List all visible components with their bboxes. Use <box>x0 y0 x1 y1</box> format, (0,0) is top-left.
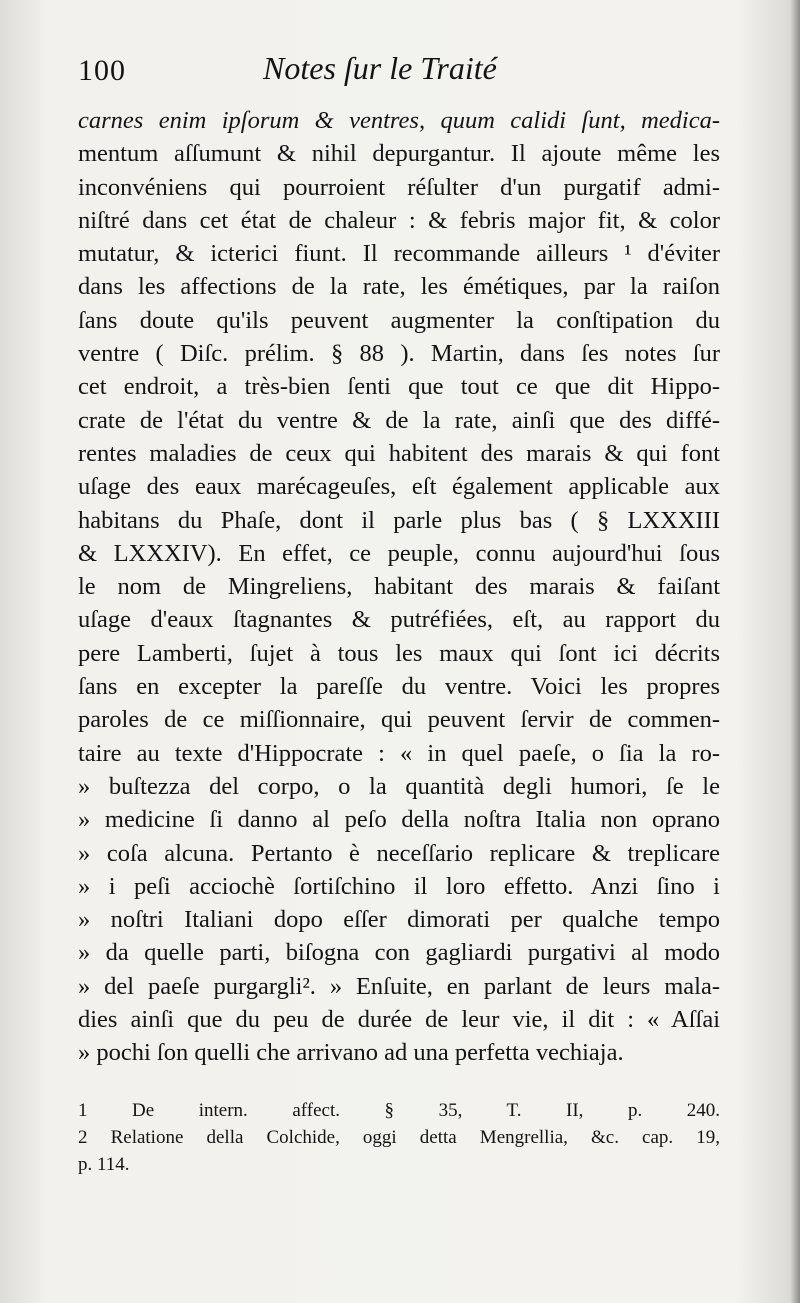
body-line: dies ainſi que du peu de durée de leur vie, il dit : « Aſſai <box>78 1006 720 1034</box>
body-line: » buſtezza del corpo, o la quantità degli humori, ſe le <box>78 772 720 800</box>
body-line: mutatur, & icterici fiunt. Il recommande ailleurs ¹ d'éviter <box>78 240 720 268</box>
body-text <box>78 104 720 1070</box>
body-line: » coſa alcuna. Pertanto è neceſſario replicare & treplicare <box>78 839 720 867</box>
body-line: niſtré dans cet état de chaleur : & febris major fit, & color <box>78 206 720 234</box>
page-number: 100 <box>78 54 126 87</box>
body-line: » medicine ſi danno al peſo della noſtra Italia non oprano <box>78 806 720 834</box>
body-line: » da quelle parti, biſogna con gagliardi purgativi al modo <box>78 939 720 967</box>
page-edge-shadow <box>790 0 800 1303</box>
body-line: » del paeſe purgargli². » Enſuite, en parlant de leurs mala- <box>78 972 720 1000</box>
body-line: ſans en excepter la pareſſe du ventre. Voici les propres <box>78 673 720 701</box>
body-line: dans les affections de la rate, les émétiques, par la raiſon <box>78 273 720 301</box>
body-line: taire au texte d'Hippocrate : « in quel paeſe, o ſia la ro- <box>78 739 720 767</box>
body-line: mentum aſſumunt & nihil depurgantur. Il ajoute même les <box>78 140 720 168</box>
footnote: p. 114. <box>78 1154 130 1175</box>
running-title: Notes ſur le Traité <box>263 50 497 86</box>
body-line: » i peſi acciochè ſortiſchino il loro effetto. Anzi ſino i <box>78 872 720 900</box>
running-header <box>78 50 720 96</box>
body-line: carnes enim ipſorum & ventres, quum calidi ſunt, medica- <box>78 107 720 134</box>
body-line: & LXXXIV). En effet, ce peuple, connu aujourd'hui ſous <box>78 539 720 567</box>
body-line: paroles de ce miſſionnaire, qui peuvent ſervir de commen- <box>78 706 720 734</box>
body-line: » pochi ſon quelli che arrivano ad una perfetta vechiaja. <box>78 1039 624 1067</box>
body-line: uſage des eaux marécageuſes, eſt également applicable aux <box>78 473 720 501</box>
body-line: ventre ( Diſc. prélim. § 88 ). Martin, dans ſes notes ſur <box>78 340 720 368</box>
body-line: » noſtri Italiani dopo eſſer dimorati per qualche tempo <box>78 906 720 934</box>
footnote: 2 Relatione della Colchide, oggi detta Mengrellia, &c. cap. 19, <box>78 1127 720 1148</box>
body-line: le nom de Mingreliens, habitant des marais & faiſant <box>78 573 720 601</box>
body-line: crate de l'état du ventre & de la rate, ainſi que des diffé- <box>78 406 720 434</box>
body-line: habitans du Phaſe, dont il parle plus bas ( § LXXXIII <box>78 506 720 534</box>
footnote: 1 De intern. affect. § 35, T. II, p. 240. <box>78 1100 720 1121</box>
body-line: uſage d'eaux ſtagnantes & putréfiées, eſt, au rapport du <box>78 606 720 634</box>
body-line: cet endroit, a très-bien ſenti que tout ce que dit Hippo- <box>78 373 720 401</box>
body-line: pere Lamberti, ſujet à tous les maux qui ſont ici décrits <box>78 639 720 667</box>
footnotes <box>78 1097 720 1178</box>
body-line: inconvéniens qui pourroient réſulter d'un purgatif admi- <box>78 173 720 201</box>
body-line: ſans doute qu'ils peuvent augmenter la conſtipation du <box>78 306 720 334</box>
body-line: rentes maladies de ceux qui habitent des marais & qui font <box>78 439 720 467</box>
